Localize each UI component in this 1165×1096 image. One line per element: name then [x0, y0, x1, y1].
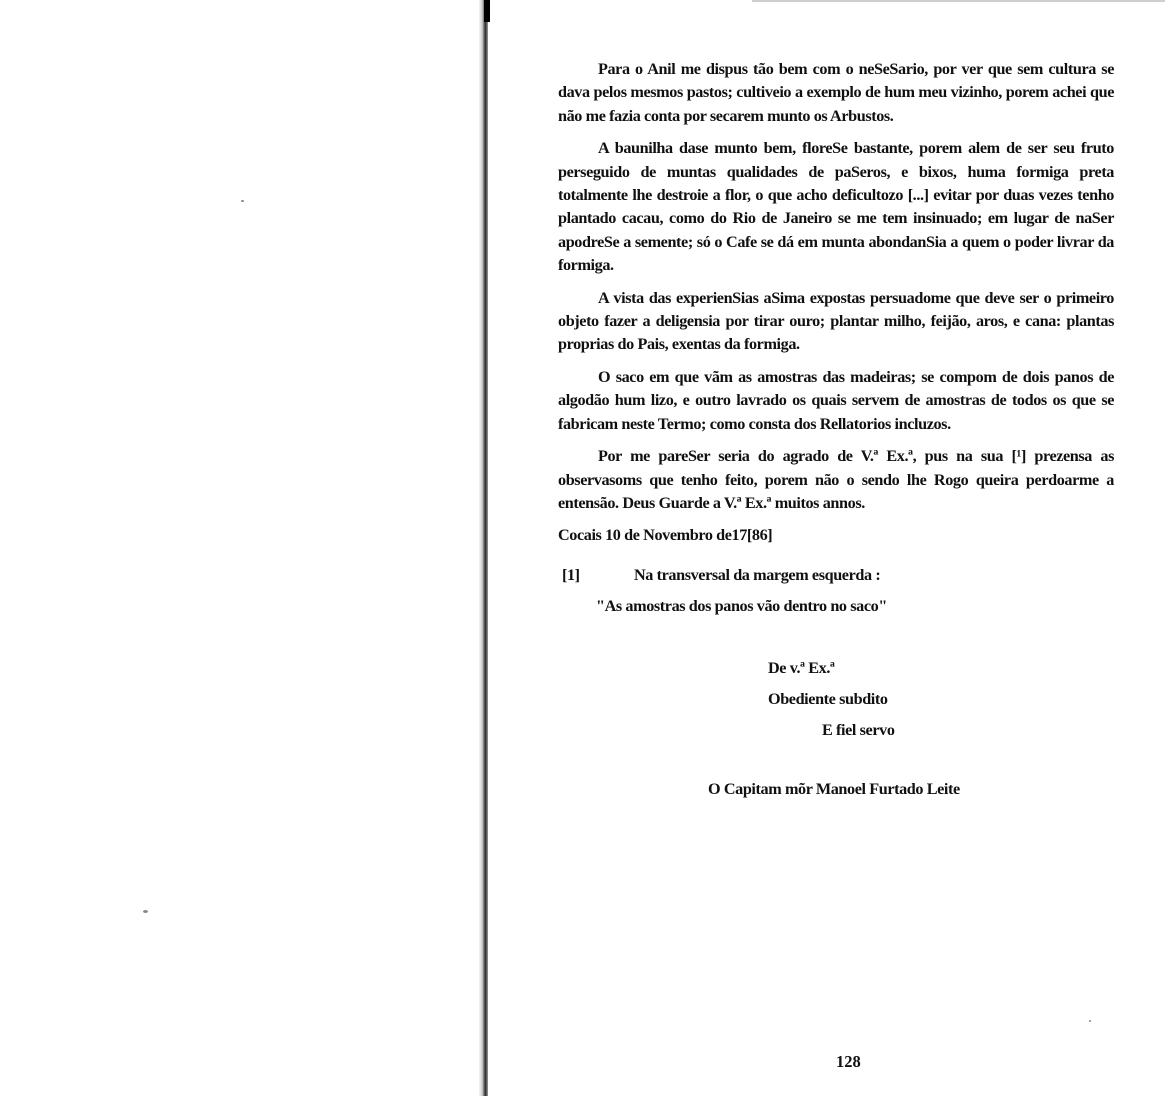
- page-speck: [1089, 1020, 1091, 1022]
- signature-line-3: E fiel servo: [822, 721, 895, 739]
- paragraph: A baunilha dase munto bem, floreSe bastante, porem alem de ser seu fruto perseguido de muntas qualidades de paSeros, e bixos, huma formiga preta totalmente lhe destroie a flor, o que acho deficultozo [...] evitar por duas vezes tenho plantado cacau, como do Rio de Janeiro se me tem insinuado; em lugar de naSer apodreSe a semente; só o Cafe se dá em munta abondanSia a quem o poder livrar da formiga.: [558, 139, 1114, 275]
- paragraph: O saco em que vãm as amostras das madeiras; se compom de dois panos de algodão hum lizo, e outro lavrado os quais servem de amostras de todos os que se fabricam neste Termo; como consta dos Rellatorios incluzos.: [558, 367, 1114, 433]
- top-edge-rule: [752, 0, 1165, 2]
- spine-dark-mark: [484, 0, 490, 22]
- paragraph: Para o Anil me dispus tão bem com o neSeSario, por ver que sem cultura se dava pelos mesmos pastos; cultiveio a exemplo de hum meu vizinho, porem achei que não me fazia conta por secarem munto os Arbustos.: [558, 60, 1114, 125]
- footnote-quote: "As amostras dos panos vão dentro no saco": [596, 597, 887, 615]
- page-speck: [241, 200, 244, 202]
- letter-body: [558, 58, 1114, 548]
- signature-line-1: De v.ª Ex.ª: [768, 659, 835, 677]
- page-speck: [143, 910, 148, 913]
- dateline: Cocais 10 de Novembro de17[86]: [558, 526, 773, 545]
- page-number: 128: [836, 1052, 861, 1071]
- signature-line-2: Obediente subdito: [768, 690, 888, 708]
- book-spine: [479, 0, 488, 1096]
- paragraph: A vista das experienSias aSima expostas persuadome que deve ser o primeiro objeto fazer a deligensia por tirar ouro; plantar milho, feijão, aros, e cana: plantas proprias do Pais, exentas da formiga.: [558, 288, 1114, 354]
- paragraph: Por me pareSer seria do agrado de V.ª Ex.ª, pus na sua [¹] prezensa as observasoms que tenho feito, porem não o sendo lhe Rogo queira perdoarme a entensão. Deus Guarde a V.ª Ex.ª muitos annos.: [558, 447, 1114, 512]
- footnote-text: Na transversal da margem esquerda :: [634, 566, 881, 584]
- footnote-number: [1]: [562, 566, 580, 584]
- signature-author: O Capitam mõr Manoel Furtado Leite: [708, 780, 960, 798]
